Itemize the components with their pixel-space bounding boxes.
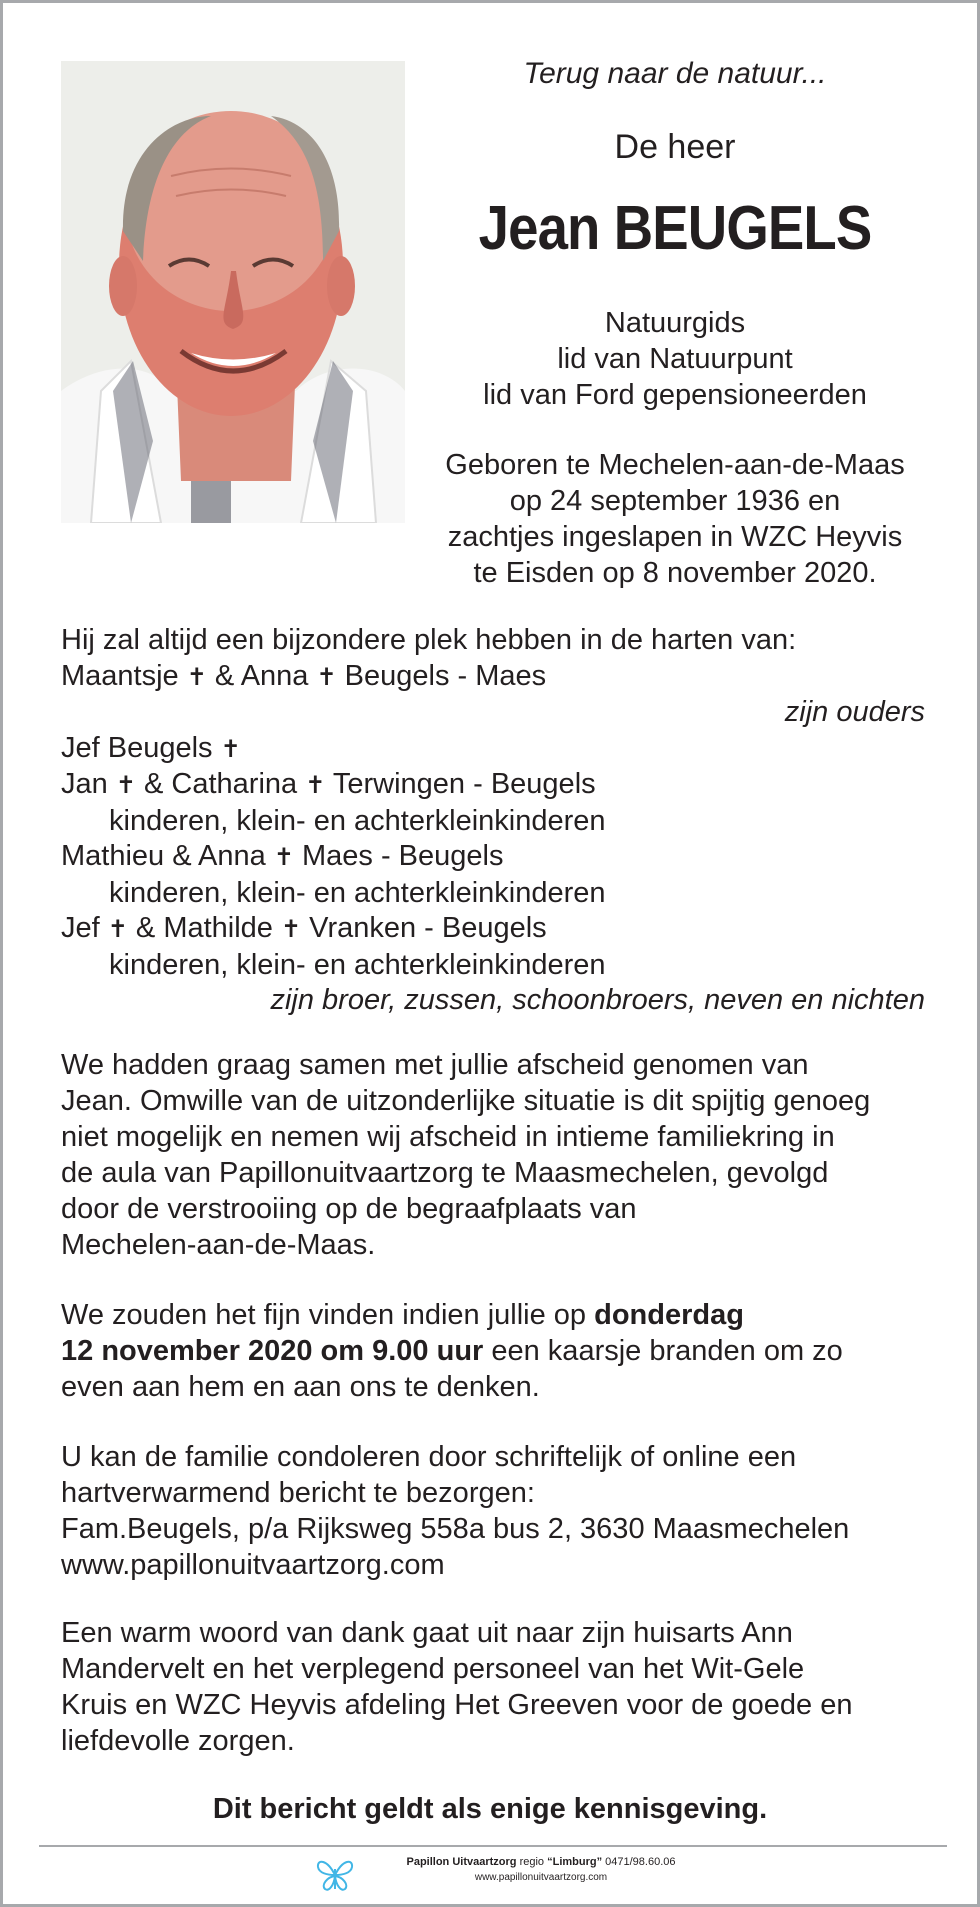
candle-text: We zouden het fijn vinden indien jullie op [61,1299,595,1331]
role-line: lid van Ford gepensioneerden [483,379,867,411]
sibling-descendants: kinderen, klein- en achterkleinkinderen [109,876,606,909]
paragraph-line: Kruis en WZC Heyvis afdeling Het Greeven voor de goede en [61,1689,853,1721]
cross-icon: ✝ [281,916,302,943]
sibling-surname: Maes - Beugels [302,840,504,872]
footer-phone: 0471/98.60.06 [602,1856,676,1868]
paragraph-line: de aula van Papillonuitvaartzorg te Maasmechelen, gevolgd [61,1157,829,1189]
paragraph-line: niet mogelijk en nemen wij afscheid in intieme familiekring in [61,1121,835,1153]
cross-icon: ✝ [305,772,326,799]
parent-surname: Beugels - Maes [344,659,547,692]
sibling-surname: Vranken - Beugels [309,912,547,944]
portrait-illustration [61,61,405,523]
paragraph-line: Mandervelt en het verplegend personeel van het Wit-Gele [61,1653,805,1685]
condolences-paragraph [61,1439,933,1583]
family-block [61,623,925,1019]
footer-website[interactable]: www.papillonuitvaartzorg.com [474,1872,608,1883]
farewell-paragraph [61,1047,933,1263]
cross-icon: ✝ [273,844,294,871]
family-intro: Hij zal altijd een bijzondere plek hebben in de harten van: [61,624,797,656]
candle-text: een kaarsje branden om zo [483,1335,843,1367]
sibling-surname: Terwingen - Beugels [332,768,596,800]
footer-text [361,1855,721,1885]
paragraph-line: Jean. Omwille van de uitzonderlijke situatie is dit spijtig genoeg [61,1085,871,1117]
website-link[interactable]: www.papillonuitvaartzorg.com [61,1549,445,1581]
paragraph-line [61,1297,933,1333]
footer [303,1851,723,1897]
birth-line: Geboren te Mechelen-aan-de-Maas [445,449,905,481]
candle-datetime: 12 november 2020 om 9.00 uur [61,1335,484,1367]
role-line: lid van Natuurpunt [557,343,793,375]
butterfly-logo-icon [315,1855,355,1893]
sibling-name: & Catharina [144,768,298,800]
birth-line: zachtjes ingeslapen in WZC Heyvis [447,521,903,553]
paragraph-line: U kan de familie condoleren door schriftelijk of online een [61,1441,797,1473]
notice-text: Dit bericht geldt als enige kennisgeving. [212,1793,768,1825]
birth-line: te Eisden op 8 november 2020. [473,557,877,589]
paragraph-line: Een warm woord van dank gaat uit naar zijn huisarts Ann [61,1617,793,1649]
paragraph-line: hartverwarmend bericht te bezorgen: [61,1477,535,1509]
sibling-line [61,839,925,876]
motto: Terug naar de natuur... [523,57,827,90]
cross-icon: ✝ [107,916,128,943]
salutation: De heer [614,128,736,166]
candle-day: donderdag [594,1299,744,1331]
sibling-descendants: kinderen, klein- en achterkleinkinderen [109,948,606,981]
sibling-name: Mathieu & Anna [61,840,266,872]
sibling-descendants: kinderen, klein- en achterkleinkinderen [109,804,606,837]
footer-region: “Limburg” [547,1856,603,1868]
sibling-name: Jef Beugels [61,731,213,764]
sibling-name: Jan [61,768,108,800]
paragraph-line: liefdevolle zorgen. [61,1725,295,1757]
footer-company: Papillon Uitvaartzorg [406,1856,517,1868]
deceased-name: Jean BEUGELS [478,194,872,263]
sibling-name: & Mathilde [135,912,273,944]
roles-block [415,305,935,413]
paragraph-line: door de verstrooiing op de begraafplaats van [61,1193,637,1225]
sibling-line [61,911,925,948]
paragraph-line: Mechelen-aan-de-Maas. [61,1229,376,1261]
parent-name: & Anna [214,659,309,692]
parent-name: Maantsje [61,659,179,692]
cross-icon: ✝ [316,663,337,691]
address-line: Fam.Beugels, p/a Rijksweg 558a bus 2, 3630 Maasmechelen [61,1513,850,1545]
paragraph-line [61,1333,933,1369]
parents-label: zijn ouders [784,696,925,728]
footer-region-label: regio [516,1856,548,1868]
parents-line [61,659,925,696]
paragraph-line: We hadden graag samen met jullie afscheid genomen van [61,1049,809,1081]
cross-icon: ✝ [220,735,241,763]
birth-line: op 24 september 1936 en [509,485,841,517]
cross-icon: ✝ [186,663,207,691]
footer-divider [39,1845,947,1847]
siblings-label: zijn broer, zussen, schoonbroers, neven en nichten [270,984,925,1016]
footer-company-line [361,1855,721,1870]
thanks-paragraph [61,1615,933,1759]
paragraph-line: even aan hem en aan ons te denken. [61,1371,540,1403]
candle-paragraph [61,1297,933,1405]
role-line: Natuurgids [604,307,746,339]
cross-icon: ✝ [115,772,136,799]
birth-block [415,447,935,591]
portrait-photo [61,61,405,523]
sibling-line [61,731,925,768]
sibling-name: Jef [61,912,100,944]
sibling-line [61,767,925,804]
